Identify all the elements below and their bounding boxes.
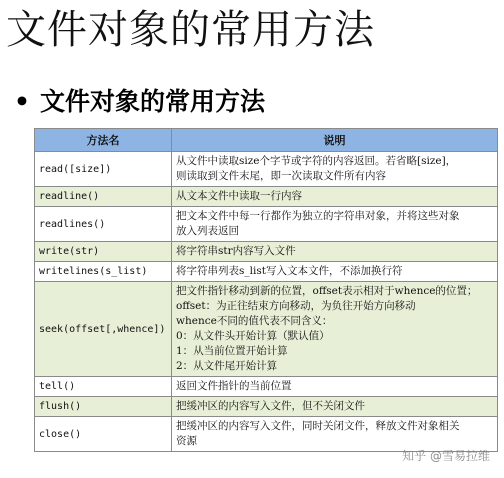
- description-line: 则读取到文件末尾，即一次读取文件所有内容: [176, 170, 386, 182]
- description-line: 0：从文件头开始计算（默认值）: [176, 330, 330, 342]
- method-description-cell: [172, 242, 498, 262]
- bullet-heading: [14, 86, 265, 118]
- description-line: offset：为正往结束方向移动，为负往开始方向移动: [176, 300, 416, 312]
- table-row: [35, 282, 498, 377]
- method-description-cell: [172, 262, 498, 282]
- method-description-cell: [172, 397, 498, 417]
- table-header-row: [35, 129, 498, 152]
- method-name-cell: tell(): [35, 377, 172, 397]
- methods-table: [34, 128, 498, 452]
- method-name-cell: write(str): [35, 242, 172, 262]
- method-name-cell: writelines(s_list): [35, 262, 172, 282]
- description-line: 将字符串列表s_list写入文本文件，不添加换行符: [176, 265, 403, 277]
- bullet-marker: •: [14, 87, 30, 116]
- table-row: [35, 262, 498, 282]
- description-line: 把缓冲区的内容写入文件，但不关闭文件: [176, 400, 365, 412]
- bullet-heading-text: 文件对象的常用方法: [39, 87, 265, 116]
- method-name-cell: seek(offset[,whence]): [35, 282, 172, 377]
- table-row: [35, 397, 498, 417]
- description-line: 2：从文件尾开始计算: [176, 360, 278, 372]
- method-description-cell: [172, 152, 498, 187]
- method-description-cell: [172, 207, 498, 242]
- method-name-cell: readline(): [35, 187, 172, 207]
- table-row: [35, 152, 498, 187]
- description-line: 从文件中读取size个字节或字符的内容返回。若省略[size]，: [176, 155, 457, 167]
- description-line: 把文件指针移动到新的位置，offset表示相对于whence的位置；: [176, 285, 478, 297]
- description-line: 从文本文件中读取一行内容: [176, 190, 302, 202]
- description-line: 资源: [176, 435, 197, 447]
- table-row: [35, 207, 498, 242]
- method-description-cell: [172, 377, 498, 397]
- description-line: 把文本文件中每一行都作为独立的字符串对象，并将这些对象: [176, 210, 460, 222]
- description-line: 返回文件指针的当前位置: [176, 380, 292, 392]
- table-body: [35, 152, 498, 452]
- method-name-cell: flush(): [35, 397, 172, 417]
- description-line: 1：从当前位置开始计算: [176, 345, 288, 357]
- table-row: [35, 187, 498, 207]
- description-line: 将字符串str内容写入文件: [176, 245, 296, 257]
- method-name-cell: readlines(): [35, 207, 172, 242]
- method-description-cell: [172, 282, 498, 377]
- description-line: 放入列表返回: [176, 225, 239, 237]
- method-name-cell: read([size]): [35, 152, 172, 187]
- description-line: 把缓冲区的内容写入文件，同时关闭文件，释放文件对象相关: [176, 420, 460, 432]
- table-row: [35, 242, 498, 262]
- header-description: 说明: [172, 129, 498, 152]
- slide-title: 文件对象的常用方法: [6, 7, 375, 53]
- table-row: [35, 377, 498, 397]
- method-name-cell: close(): [35, 417, 172, 452]
- watermark: 知乎 @雪易拉维: [402, 449, 490, 463]
- header-method-name: 方法名: [35, 129, 172, 152]
- method-description-cell: [172, 187, 498, 207]
- description-line: whence不同的值代表不同含义：: [176, 315, 333, 327]
